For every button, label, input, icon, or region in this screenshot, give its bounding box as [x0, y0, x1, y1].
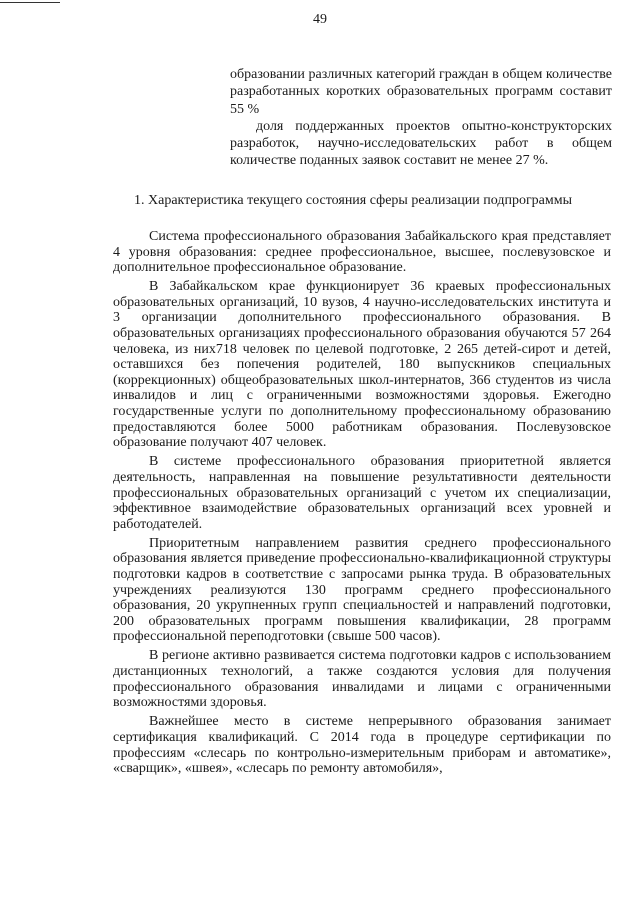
intro-paragraph: доля поддержанных проектов опытно-конструкторских разработок, научно-исследовательских работ в общем количестве поданных заявок составит не менее 27 %. [230, 118, 612, 169]
header-rule [0, 2, 60, 3]
page-number: 49 [313, 12, 327, 27]
body-text [113, 229, 611, 780]
paragraph: Система профессионального образования Забайкальского края представляет 4 уровня образования: среднее профессиональное, высшее, послевузовское и дополнительное профессиональное образование. [113, 229, 611, 276]
intro-block [230, 66, 612, 170]
paragraph: Приоритетным направлением развития среднего профессионального образования является приведение профессионально-квалификационной структуры подготовки кадров в соответствие с запросами рынка труда. В образовательных учреждениях реализуются 130 программ среднего профессионального образования, 20 укрупненных групп специальностей и направлений подготовки, 200 образовательных программ повышения квалификации, 28 программ профессиональной переподготовки (свыше 500 часов). [113, 535, 611, 645]
section-heading: 1. Характеристика текущего состояния сферы реализации подпрограммы [134, 193, 573, 208]
paragraph: В регионе активно развивается система подготовки кадров с использованием дистанционных технологий, а также создаются условия для получения профессионального образования инвалидами и лицами с ограниченными возможностями здоровья. [113, 648, 611, 711]
paragraph: Важнейшее место в системе непрерывного образования занимает сертификация квалификаций. С 2014 года в процедуре сертификации по профессиям «слесарь по контрольно-измерительным приборам и автоматике», «сварщик», «швея», «слесарь по ремонту автомобиля», [113, 714, 611, 777]
paragraph: В Забайкальском крае функционирует 36 краевых профессиональных образовательных организаций, 10 вузов, 4 научно-исследовательских института и 3 организации дополнительного профессионального образования. В образовательных организациях профессионального образования обучаются 57 264 человека, из них718 человек по целевой подготовке, 2 265 детей-сирот и детей, оставшихся без попечения родителей, 180 выпускников специальных (коррекционных) общеобразовательных школ-интернатов, 366 студентов из числа инвалидов и лиц с ограниченными возможностями здоровья. Ежегодно государственные услуги по дополнительному профессиональному образованию предоставляются более 5000 работникам образования. Послевузовское образование получают 407 человек. [113, 279, 611, 451]
paragraph: В системе профессионального образования приоритетной является деятельность, направленная на повышение результативности деятельности профессиональных образовательных организаций с учетом их специализации, эффективное взаимодействие образовательных организаций всех уровней и работодателей. [113, 454, 611, 532]
intro-paragraph: образовании различных категорий граждан в общем количестве разработанных коротких образовательных программ составит 55 % [230, 67, 612, 117]
